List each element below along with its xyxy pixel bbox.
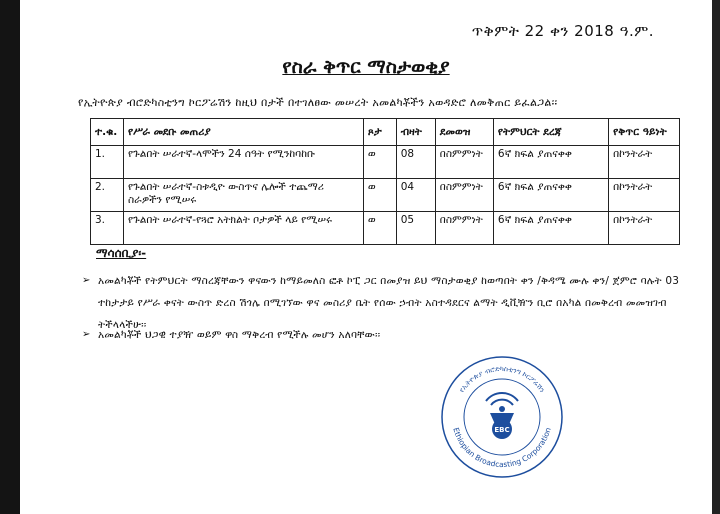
table-row — [91, 146, 680, 179]
table-header-row — [91, 119, 680, 146]
cell-position: የጉልበት ሠራተኛ-ላሞችን 24 ሰዓት የሚንከባከቡ — [123, 146, 363, 179]
cell-education: 6ኛ ክፍል ያጠናቀቀ — [493, 179, 608, 212]
arrow-bullet-icon: ➢ — [82, 275, 91, 286]
header-quantity: ብዛት — [396, 119, 435, 146]
cell-salary: በስምምነት — [435, 212, 493, 245]
page-title: የስራ ቅጥር ማስታወቂያ — [282, 56, 450, 78]
cell-education: 6ኛ ክፍል ያጠናቀቀ — [493, 146, 608, 179]
cell-position: የጉልበት ሠራተኛ-የጓሮ አትክልት ቦታዎች ላይ የሚሠሩ — [123, 212, 363, 245]
photo-dark-edge-right — [712, 0, 720, 514]
note-text: አመልካቾች ህጋዊ ተያዥ ወይም ዋስ ማቅረብ የሚችሉ መሆን አለባቸው፡፡ — [98, 329, 381, 341]
header-no: ተ.ቁ. — [91, 119, 124, 146]
cell-employment-type: በኮንትራት — [609, 212, 680, 245]
seal-ring-text-top: የኢትዮጵያ ብሮድካስቲንግ ኮርፖሬሽን — [457, 364, 547, 395]
cell-no: 3. — [91, 212, 124, 245]
notes-title: ማሳሰቢያ፡- — [96, 246, 147, 260]
arrow-bullet-icon: ➢ — [82, 329, 91, 340]
cell-salary: በስምምነት — [435, 146, 493, 179]
cell-quantity: 08 — [396, 146, 435, 179]
cell-quantity: 04 — [396, 179, 435, 212]
vacancy-table — [90, 118, 680, 245]
note-text: አመልካቾች የትምህርት ማስረጃቸውን ዋናውን ከማይመለስ ፎቶ ኮፒ ጋር በመያዝ ይህ ማስታወቂያ ከወጣበት ቀን /ቅዳሜ ሙሉ ቀን/ ጀምሮ ባሉት 03 ተከታታይ የሥራ ቀናት ውስጥ ድረስ ሽጎሌ በሚገኘው ዋና መስሪያ ቤት የሰው ኃብት አስተዳደርና ልማት ዲቪዥን ቢሮ በአካል በመቅረብ መመዝገብ ትችላላችሁ፡፡ — [98, 275, 680, 331]
cell-sex: ወ — [363, 179, 396, 212]
document-page — [20, 0, 712, 514]
ebc-logo-seal — [440, 355, 564, 479]
header-position: የሥራ መደቡ መጠሪያ — [123, 119, 363, 146]
header-education: የትምህርት ደረጃ — [493, 119, 608, 146]
cell-employment-type: በኮንትራት — [609, 146, 680, 179]
table-row — [91, 212, 680, 245]
seal-ring-text-bottom: Ethiopian Broadcasting Corporation — [451, 426, 553, 470]
header-sex: ጾታ — [363, 119, 396, 146]
cell-no: 1. — [91, 146, 124, 179]
table-row — [91, 179, 680, 212]
cell-quantity: 05 — [396, 212, 435, 245]
header-salary: ደመወዝ — [435, 119, 493, 146]
cell-employment-type: በኮንትራት — [609, 179, 680, 212]
cell-education: 6ኛ ክፍል ያጠናቀቀ — [493, 212, 608, 245]
cell-position: የጉልበት ሠራተኛ-ስቱዲዮ ውስጥና ሌሎች ተጨማሪ ስራዎችን የሚሠሩ — [123, 179, 363, 212]
photo-dark-edge-left — [0, 0, 20, 514]
header-employment-type: የቅጥር ዓይነት — [609, 119, 680, 146]
cell-no: 2. — [91, 179, 124, 212]
cell-sex: ወ — [363, 212, 396, 245]
seal-monogram: EBC — [494, 426, 510, 434]
cell-salary: በስምምነት — [435, 179, 493, 212]
intro-paragraph: የኢትዮጵያ ብሮድካስቲንግ ኮርፖሬሽን ከዚህ በታች በተገለፀው መሠረት አመልካቾችን አወዳድሮ ለመቅጠር ይፈልጋል፡፡ — [78, 96, 558, 109]
cell-sex: ወ — [363, 146, 396, 179]
document-date: ጥቅምት 22 ቀን 2018 ዓ.ም. — [471, 22, 654, 40]
note-item — [82, 324, 694, 346]
